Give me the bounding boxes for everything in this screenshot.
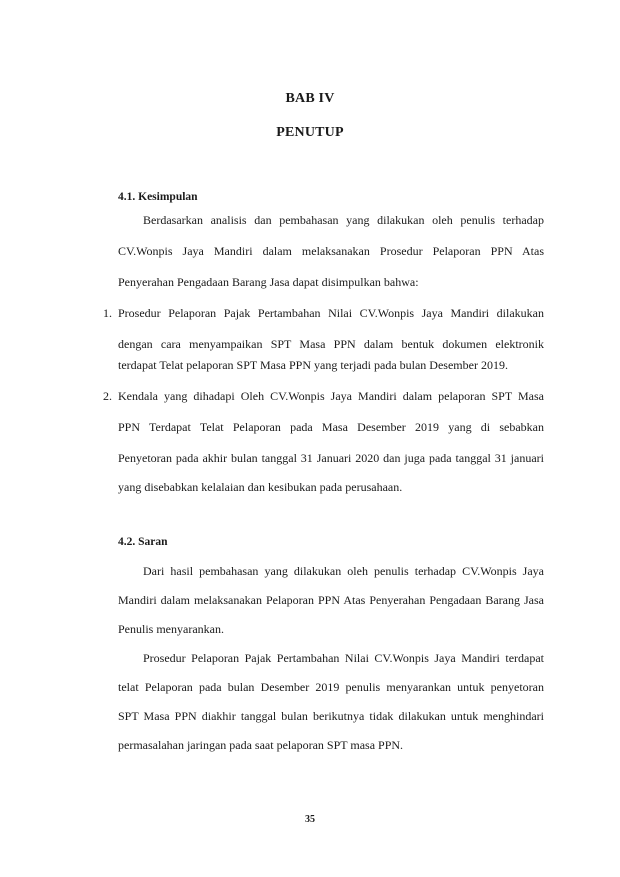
list-number: 1.: [103, 306, 112, 320]
paragraph-line: Prosedur Pelaporan Pajak Pertambahan Nilai CV.Wonpis Jaya Mandiri terdapat: [143, 651, 544, 665]
chapter-title: PENUTUP: [276, 125, 344, 140]
page-number: 35: [305, 814, 315, 825]
paragraph-line: SPT Masa PPN diakhir tanggal bulan berikutnya tidak dilakukan untuk menghindari: [118, 709, 544, 723]
list-item-line: Prosedur Pelaporan Pajak Pertambahan Nilai CV.Wonpis Jaya Mandiri dilakukan: [118, 306, 544, 320]
paragraph-line: Dari hasil pembahasan yang dilakukan oleh penulis terhadap CV.Wonpis Jaya: [143, 564, 544, 578]
list-item-line: terdapat Telat pelaporan SPT Masa PPN yang terjadi pada bulan Desember 2019.: [118, 358, 508, 372]
list-item-line: dengan cara menyampaikan SPT Masa PPN dalam bentuk dokumen elektronik: [118, 337, 544, 351]
chapter-number: BAB IV: [285, 91, 335, 106]
paragraph-line: Mandiri dalam melaksanakan Pelaporan PPN Atas Penyerahan Pengadaan Barang Jasa: [118, 593, 544, 607]
list-item-line: PPN Terdapat Telat Pelaporan pada Masa Desember 2019 yang di sebabkan: [118, 420, 544, 434]
paragraph-line: telat Pelaporan pada bulan Desember 2019 penulis menyarankan untuk penyetoran: [118, 680, 544, 694]
list-item-line: Kendala yang dihadapi Oleh CV.Wonpis Jaya Mandiri dalam pelaporan SPT Masa: [118, 389, 544, 403]
list-item-line: Penyetoran pada akhir bulan tanggal 31 Januari 2020 dan juga pada tanggal 31 januari: [118, 451, 544, 465]
list-number: 2.: [103, 389, 112, 403]
paragraph-line: CV.Wonpis Jaya Mandiri dalam melaksanakan Prosedur Pelaporan PPN Atas: [118, 244, 544, 258]
paragraph-line: permasalahan jaringan pada saat pelaporan SPT masa PPN.: [118, 738, 404, 752]
section-heading-suggestion: 4.2. Saran: [118, 536, 168, 548]
paragraph-line: Berdasarkan analisis dan pembahasan yang dilakukan oleh penulis terhadap: [143, 213, 544, 227]
section-heading-conclusion: 4.1. Kesimpulan: [118, 191, 198, 203]
paragraph-line: Penyerahan Pengadaan Barang Jasa dapat disimpulkan bahwa:: [118, 275, 419, 289]
list-item-line: yang disebabkan kelalaian dan kesibukan pada perusahaan.: [118, 480, 403, 494]
paragraph-line: Penulis menyarankan.: [118, 622, 224, 636]
